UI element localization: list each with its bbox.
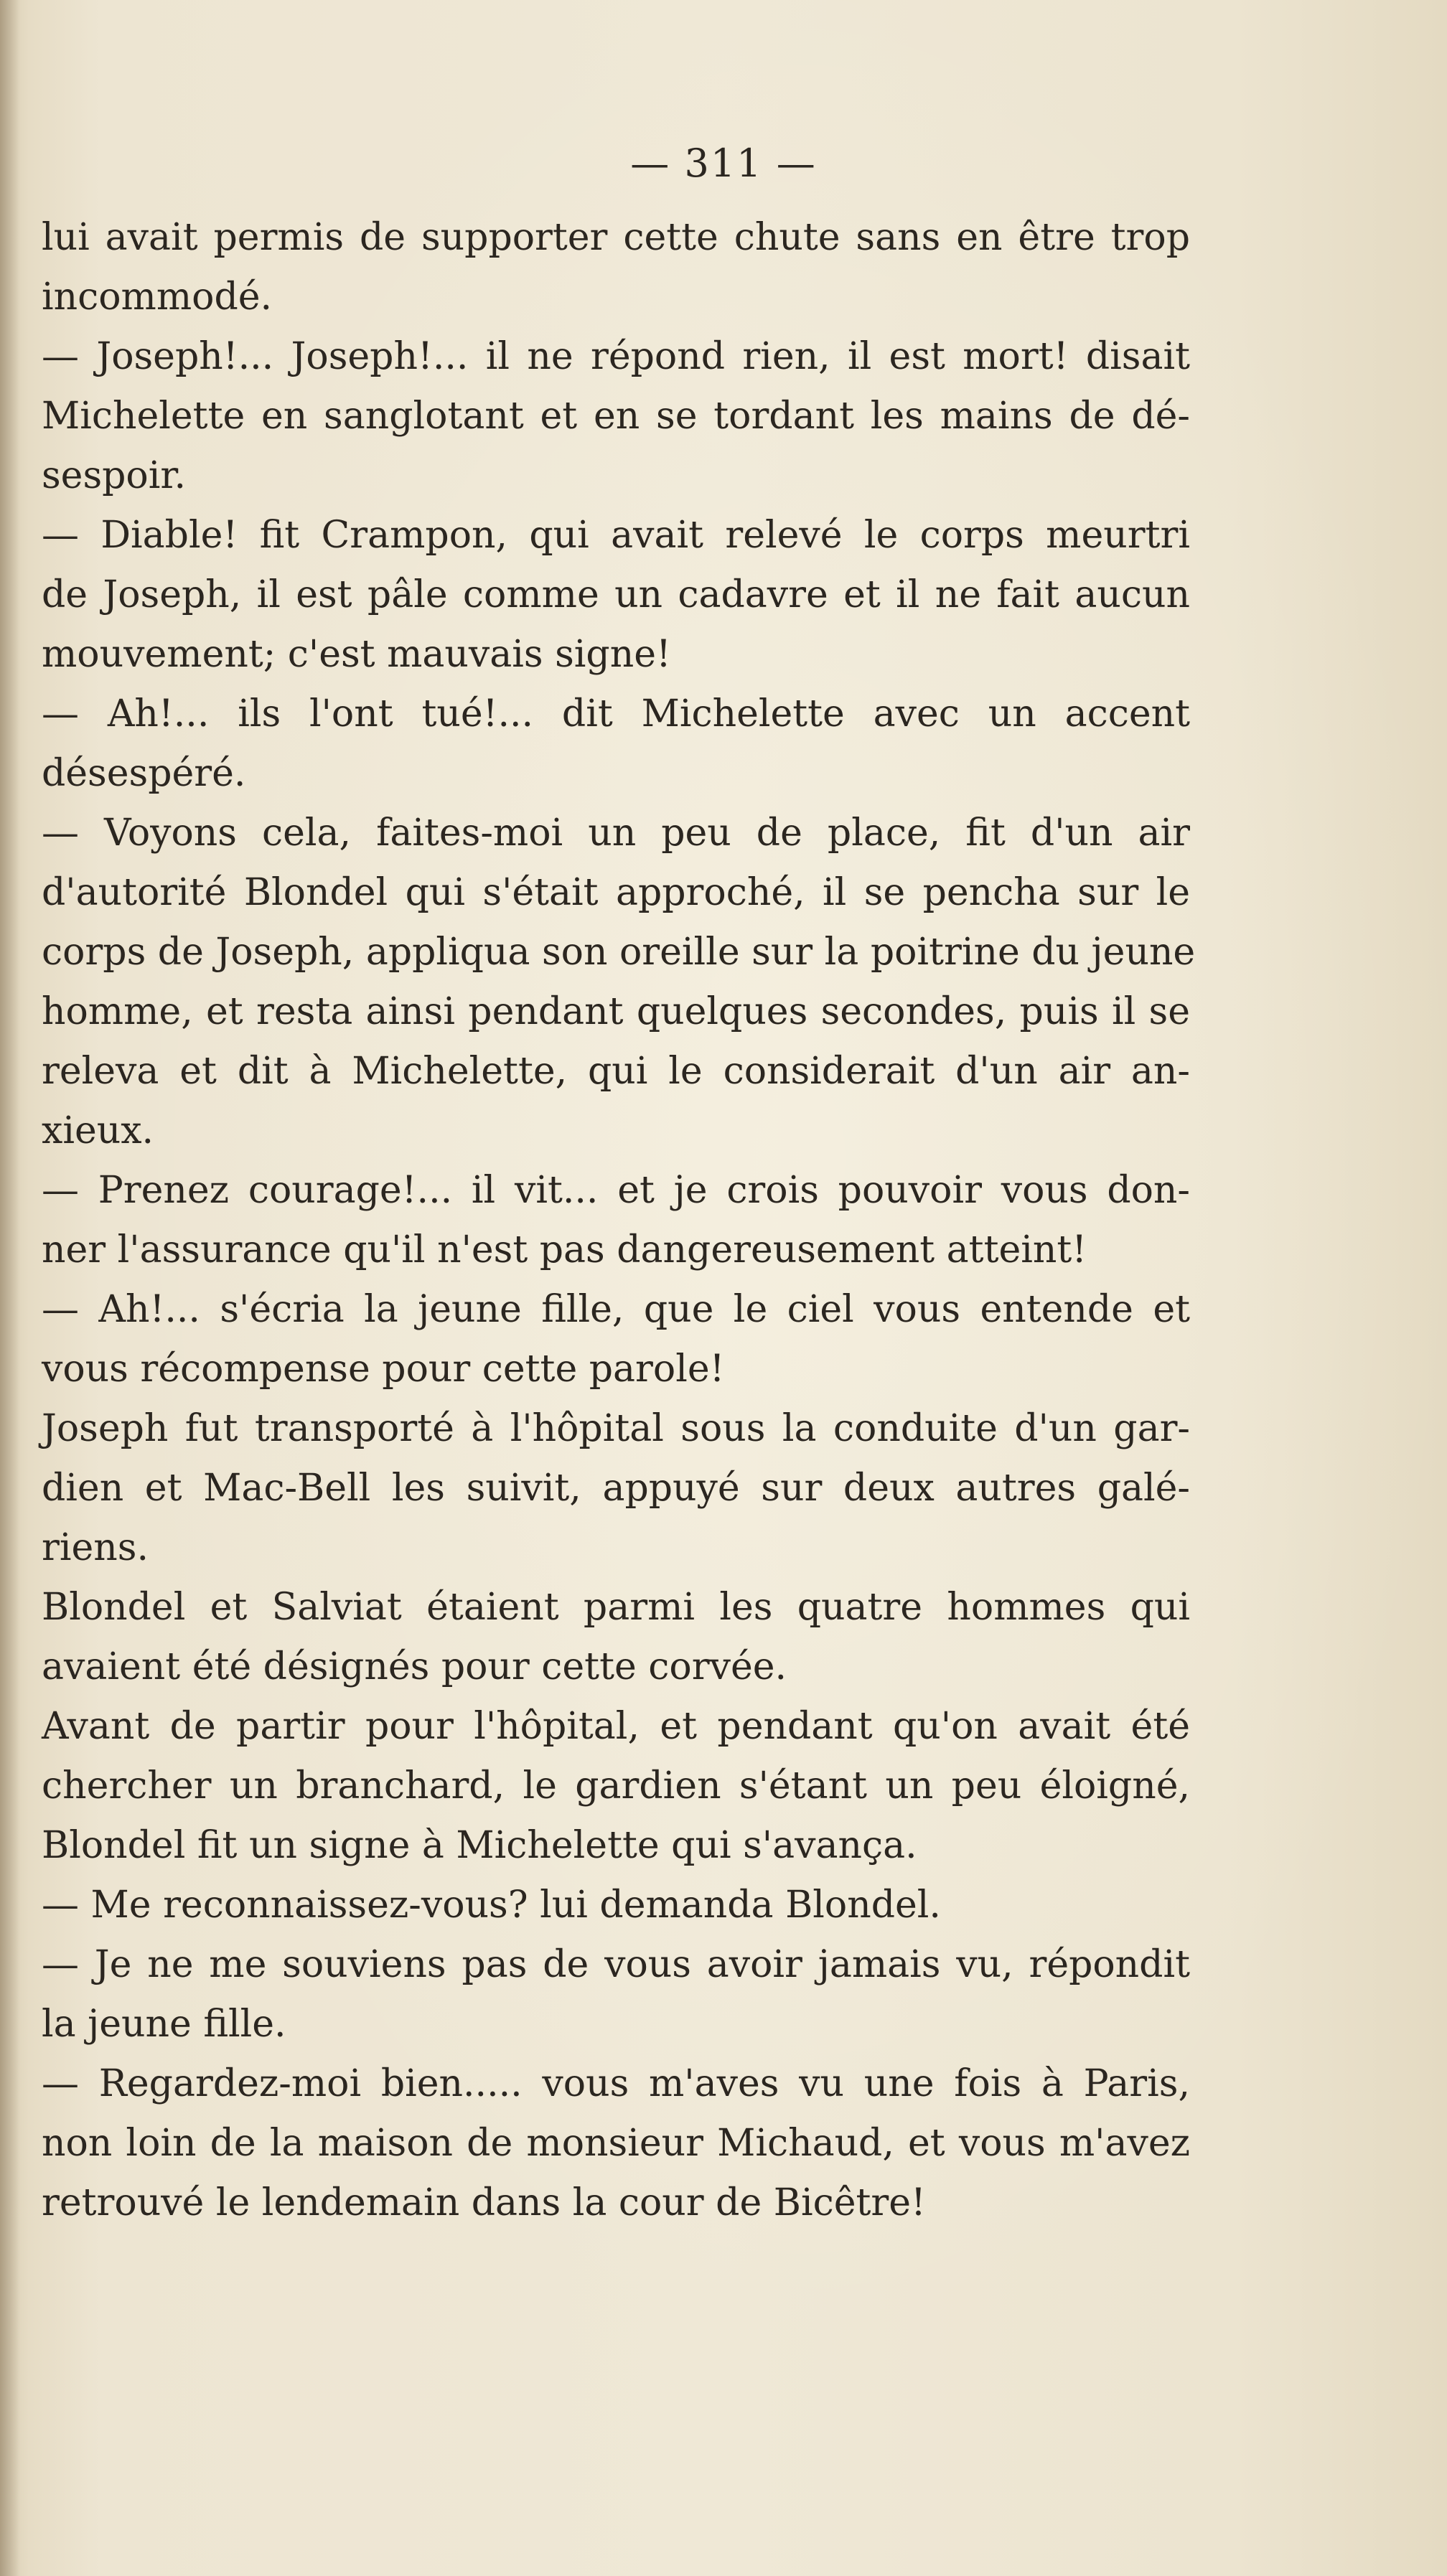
text-line: de Joseph, il est pâle comme un cadavre et il ne fait aucun <box>42 573 1190 616</box>
text-line: retrouvé le lendemain dans la cour de Bicêtre! <box>42 2181 926 2224</box>
text-line: avaient été désignés pour cette corvée. <box>42 1645 787 1688</box>
text-line: — Me reconnaissez-vous? lui demanda Blondel. <box>42 1884 941 1927</box>
text-line: Michelette en sanglotant et en se tordant les mains de dé- <box>42 395 1190 438</box>
text-line: — Ah!... s'écria la jeune fille, que le ciel vous entende et <box>42 1288 1190 1331</box>
text-line: ner l'assurance qu'il n'est pas dangereusement atteint! <box>42 1228 1087 1271</box>
text-line: lui avait permis de supporter cette chute sans en être trop <box>42 216 1190 259</box>
text-line: dien et Mac-Bell les suivit, appuyé sur deux autres galé- <box>42 1467 1190 1510</box>
text-line: — Voyons cela, faites-moi un peu de place, fit d'un air <box>42 812 1190 855</box>
text-line: mouvement; c'est mauvais signe! <box>42 633 671 676</box>
body-text <box>42 208 1196 2233</box>
text-line: xieux. <box>42 1109 154 1152</box>
text-line: Avant de partir pour l'hôpital, et pendant qu'on avait été <box>42 1705 1190 1748</box>
page-number: — 311 — <box>630 141 817 186</box>
text-line: homme, et resta ainsi pendant quelques secondes, puis il se <box>42 990 1190 1033</box>
text-line: corps de Joseph, appliqua son oreille sur la poitrine du jeune <box>42 931 1196 974</box>
text-line: Blondel et Salviat étaient parmi les quatre hommes qui <box>42 1586 1190 1629</box>
text-line: non loin de la maison de monsieur Michaud, et vous m'avez <box>42 2122 1190 2165</box>
text-line: — Regardez-moi bien..... vous m'aves vu une fois à Paris, <box>42 2062 1190 2105</box>
text-line: — Ah!... ils l'ont tué!... dit Michelette avec un accent <box>42 692 1190 735</box>
text-line: Joseph fut transporté à l'hôpital sous la conduite d'un gar- <box>42 1407 1190 1450</box>
text-line: releva et dit à Michelette, qui le considerait d'un air an- <box>42 1050 1190 1093</box>
text-line: chercher un branchard, le gardien s'étant un peu éloigné, <box>42 1764 1190 1808</box>
text-line: riens. <box>42 1526 149 1569</box>
text-line: — Prenez courage!... il vit... et je crois pouvoir vous don- <box>42 1169 1190 1212</box>
text-line: d'autorité Blondel qui s'était approché, il se pencha sur le <box>42 871 1190 914</box>
text-line: — Je ne me souviens pas de vous avoir jamais vu, répondit <box>42 1943 1190 1986</box>
text-line: la jeune fille. <box>42 2003 286 2046</box>
text-line: vous récompense pour cette parole! <box>42 1348 725 1391</box>
text-line: Blondel fit un signe à Michelette qui s'avança. <box>42 1824 917 1867</box>
text-line: — Diable! fit Crampon, qui avait relevé le corps meurtri <box>42 514 1190 557</box>
text-line: incommodé. <box>42 276 273 319</box>
text-line: sespoir. <box>42 454 187 497</box>
gutter-shadow <box>0 0 20 2576</box>
text-line: désespéré. <box>42 752 246 795</box>
text-line: — Joseph!... Joseph!... il ne répond rien, il est mort! disait <box>42 335 1190 378</box>
